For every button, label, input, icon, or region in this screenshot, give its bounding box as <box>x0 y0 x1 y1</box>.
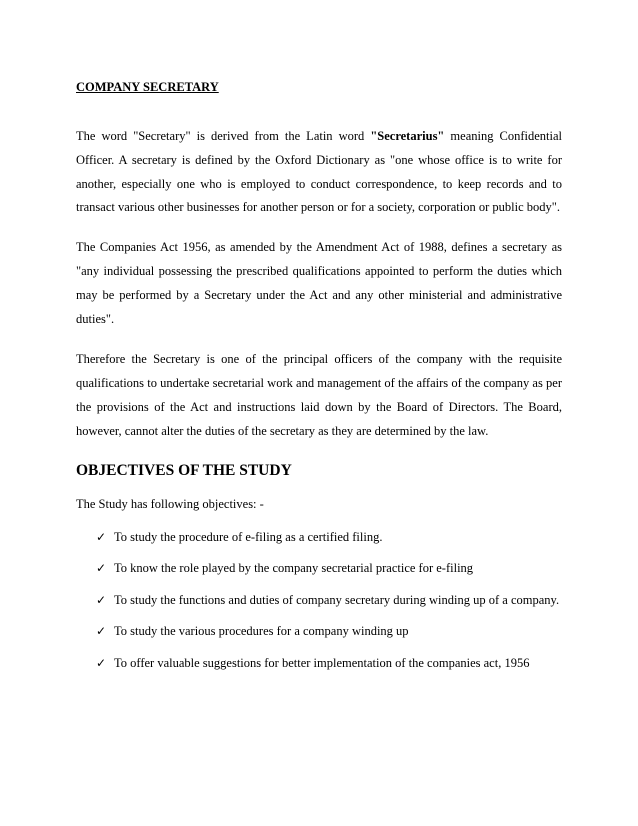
check-icon: ✓ <box>96 592 107 607</box>
page-content <box>76 79 562 686</box>
check-icon: ✓ <box>96 561 107 576</box>
paragraph-principal-officer: Therefore the Secretary is one of the principal officers of the company with the requisite qualifications to undertake secretarial work and management of the affairs of the company as per the provisions of the Act and instructions laid down by the Board of Directors. The Board, however, cannot alter the duties of the secretary as they are determined by the law. <box>76 352 562 438</box>
paragraph-definition <box>76 125 562 220</box>
list-item <box>96 592 562 608</box>
section-heading-company-secretary: COMPANY SECRETARY <box>76 80 219 94</box>
objective-text: To study the various procedures for a company winding up <box>114 624 409 639</box>
paragraph-companies-act: The Companies Act 1956, as amended by the Amendment Act of 1988, defines a secretary as "any individual possessing the prescribed qualifications appointed to perform the duties which may be performed by a Secretary under the Act and any other ministerial and administrative duties". <box>76 240 562 326</box>
objective-text: To offer valuable suggestions for better implementation of the companies act, 1956 <box>114 655 530 670</box>
list-item <box>96 655 562 671</box>
check-icon: ✓ <box>96 655 107 670</box>
list-item <box>96 623 562 639</box>
section-heading-objectives: OBJECTIVES OF THE STUDY <box>76 461 292 479</box>
paragraph-definition-text-1: The word "Secretary" is derived from the Latin word <box>76 129 371 143</box>
objectives-intro: The Study has following objectives: - <box>76 496 264 511</box>
check-icon: ✓ <box>96 624 107 639</box>
check-icon: ✓ <box>96 529 107 544</box>
objective-text: To study the procedure of e-filing as a certified filing. <box>114 529 383 544</box>
objective-text: To study the functions and duties of company secretary during winding up of a company. <box>114 592 560 607</box>
list-item <box>96 529 562 545</box>
list-item <box>96 560 562 576</box>
paragraph-definition-text-2: meaning Confidential Officer. A secretary is defined by the Oxford Dictionary as "one whose office is to write for another, especially one who is employed to conduct correspondence, to keep records and to transact various other businesses for another person or for a society, corporation or public body". <box>76 129 562 215</box>
objective-text: To know the role played by the company secretarial practice for e-filing <box>114 561 474 576</box>
latin-term: "Secretarius" <box>370 129 445 143</box>
objectives-list <box>76 529 562 671</box>
